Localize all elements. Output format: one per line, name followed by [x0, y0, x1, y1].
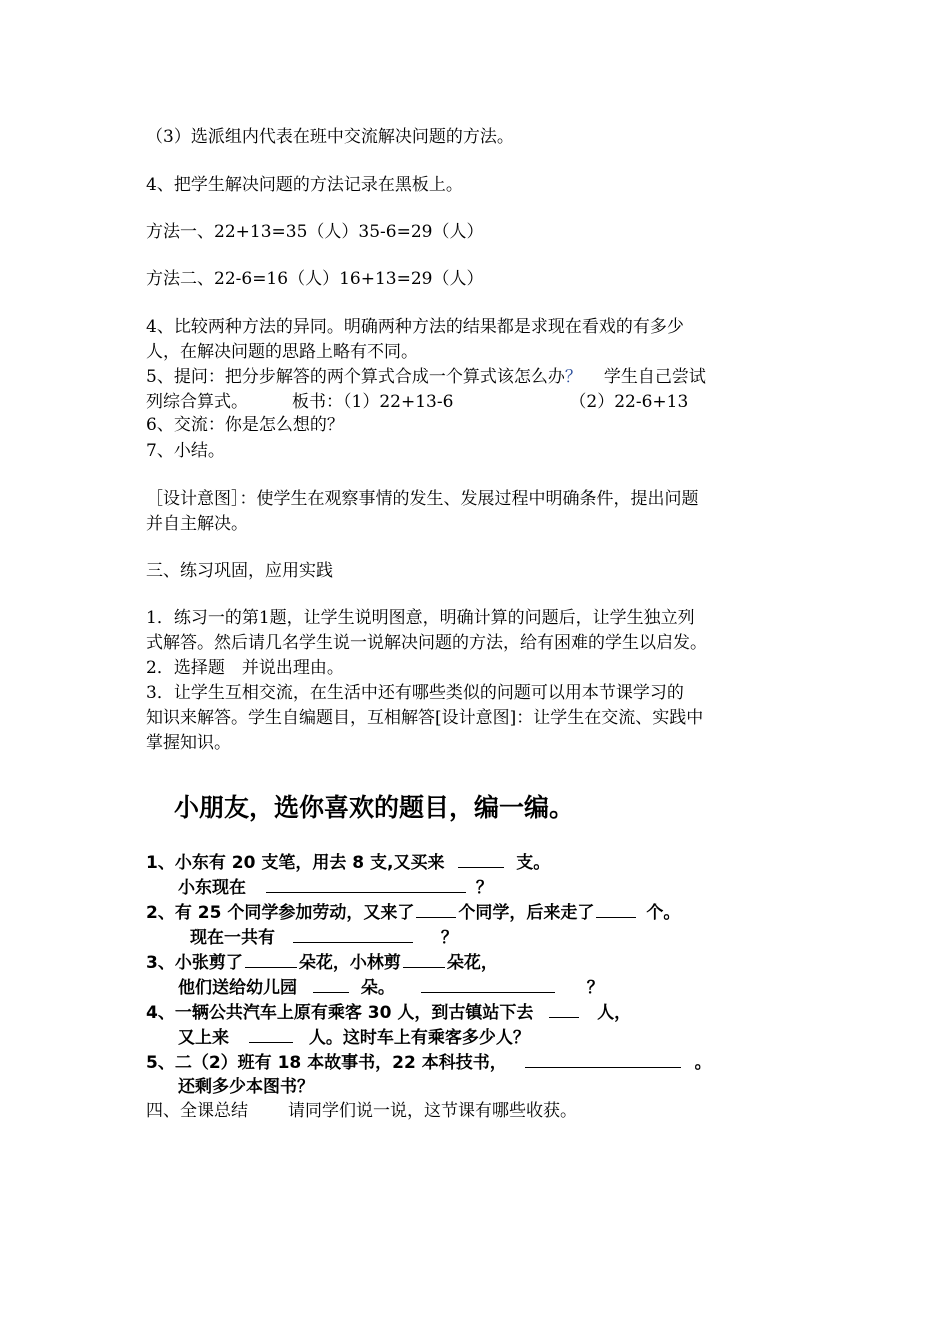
answer-blank	[421, 976, 555, 993]
question-text: 5、提问：把分步解答的两个算式合成一个算式该怎么办	[146, 367, 565, 387]
exercise-1-line-2	[178, 876, 493, 899]
summary-label: 四、全课总结	[146, 1101, 248, 1121]
exercise-text: 。	[694, 1053, 712, 1073]
answer-blank	[249, 1026, 293, 1043]
exercise-text: 2、有 25 个同学参加劳动，又来了	[146, 903, 415, 923]
answer-blank	[245, 951, 297, 968]
paragraph-line: 式解答。然后请几名学生说一说解决问题的方法，给有困难的学生以启发。	[146, 633, 707, 653]
exercise-text: 朵。	[360, 978, 395, 998]
exercise-text: ？	[586, 978, 604, 998]
answer-blank	[313, 976, 349, 993]
answer-blank	[403, 951, 445, 968]
paragraph-line: 知识来解答。学生自编题目，互相解答[设计意图]：让学生在交流、实践中	[146, 708, 704, 728]
exercise-text: 他们送给幼儿园	[178, 978, 297, 998]
exercise-4-line-2	[178, 1026, 530, 1049]
paragraph-line: 4、比较两种方法的异同。明确两种方法的结果都是求现在看戏的有多少	[146, 317, 684, 337]
design-intent-line: ［设计意图］：使学生在观察事情的发生、发展过程中明确条件，提出问题	[146, 489, 699, 509]
exercise-text: ？	[440, 928, 458, 948]
exercise-text: 个。	[646, 903, 681, 923]
exercise-text: 支。	[516, 853, 551, 873]
exercise-text: 又上来	[178, 1028, 229, 1048]
exercise-2-line-2	[190, 926, 458, 949]
exercise-1	[146, 851, 550, 874]
exercise-text: ？	[475, 878, 493, 898]
exercise-3	[146, 951, 498, 974]
exercise-4	[146, 1001, 631, 1024]
exercise-text: 人，	[597, 1003, 632, 1023]
paragraph-line: 3．让学生互相交流，在生活中还有哪些类似的问题可以用本节课学习的	[146, 683, 684, 703]
exercise-text: 个同学，后来走了	[458, 903, 595, 923]
exercise-text: 4、一辆公共汽车上原有乘客 30 人，到古镇站下去	[146, 1003, 534, 1023]
summary-text: 请同学们说一说，这节课有哪些收获。	[288, 1101, 577, 1121]
answer-blank	[549, 1001, 579, 1018]
exercise-2	[146, 901, 680, 924]
section-heading: 三、练习巩固，应用实践	[146, 561, 333, 581]
paragraph-line: 7、小结。	[146, 441, 225, 461]
blackboard-formula-1: 板书：（1）22+13-6	[292, 392, 454, 412]
paragraph-line: 人，在解决问题的思路上略有不同。	[146, 342, 418, 362]
exercise-3-line-2	[178, 976, 604, 999]
exercise-text: 人。这时车上有乘客多少人？	[308, 1028, 530, 1048]
method-two-line: 方法二、22-6=16（人）16+13=29（人）	[146, 269, 484, 289]
exercise-title: 小朋友，选你喜欢的题目，编一编。	[174, 793, 575, 822]
exercise-5	[146, 1051, 712, 1074]
paragraph-line	[146, 391, 688, 413]
answer-blank	[458, 851, 504, 868]
exercise-text: 小东现在	[178, 878, 246, 898]
exercise-text: 朵花，	[446, 953, 498, 973]
exercise-5-line-2: 还剩多少本图书？	[178, 1077, 314, 1097]
answer-blank	[596, 901, 636, 918]
exercise-text: 5、二（2）班有 18 本故事书，22 本科技书，	[146, 1053, 507, 1073]
question-text-tail: 学生自己尝试	[603, 367, 706, 387]
summary-line	[146, 1100, 577, 1122]
blackboard-formula-2: （2）22-6+13	[569, 392, 689, 412]
paragraph-line: （3）选派组内代表在班中交流解决问题的方法。	[146, 127, 514, 147]
answer-blank	[266, 876, 466, 893]
exercise-text: 1、小东有 20 支笔，用去 8 支,又买来	[146, 853, 445, 873]
question-mark: ？	[564, 367, 582, 387]
paragraph-line: 6、交流：你是怎么想的？	[146, 415, 344, 435]
paragraph-line: 掌握知识。	[146, 733, 231, 753]
answer-blank	[416, 901, 456, 918]
design-intent-line: 并自主解决。	[146, 514, 248, 534]
paragraph-line: 4、把学生解决问题的方法记录在黑板上。	[146, 175, 463, 195]
exercise-text: 3、小张剪了	[146, 953, 243, 973]
paragraph-line	[146, 366, 706, 388]
exercise-text: 现在一共有	[190, 928, 275, 948]
paragraph-line: 1．练习一的第1题，让学生说明图意，明确计算的问题后，让学生独立列	[146, 608, 695, 628]
method-one-line: 方法一、22+13=35（人）35-6=29（人）	[146, 222, 484, 242]
answer-blank	[293, 926, 413, 943]
exercise-text: 朵花，小林剪	[298, 953, 401, 973]
answer-blank	[525, 1051, 681, 1068]
combined-formula-label: 列综合算式。	[146, 392, 248, 412]
paragraph-line: 2．选择题 并说出理由。	[146, 658, 344, 678]
